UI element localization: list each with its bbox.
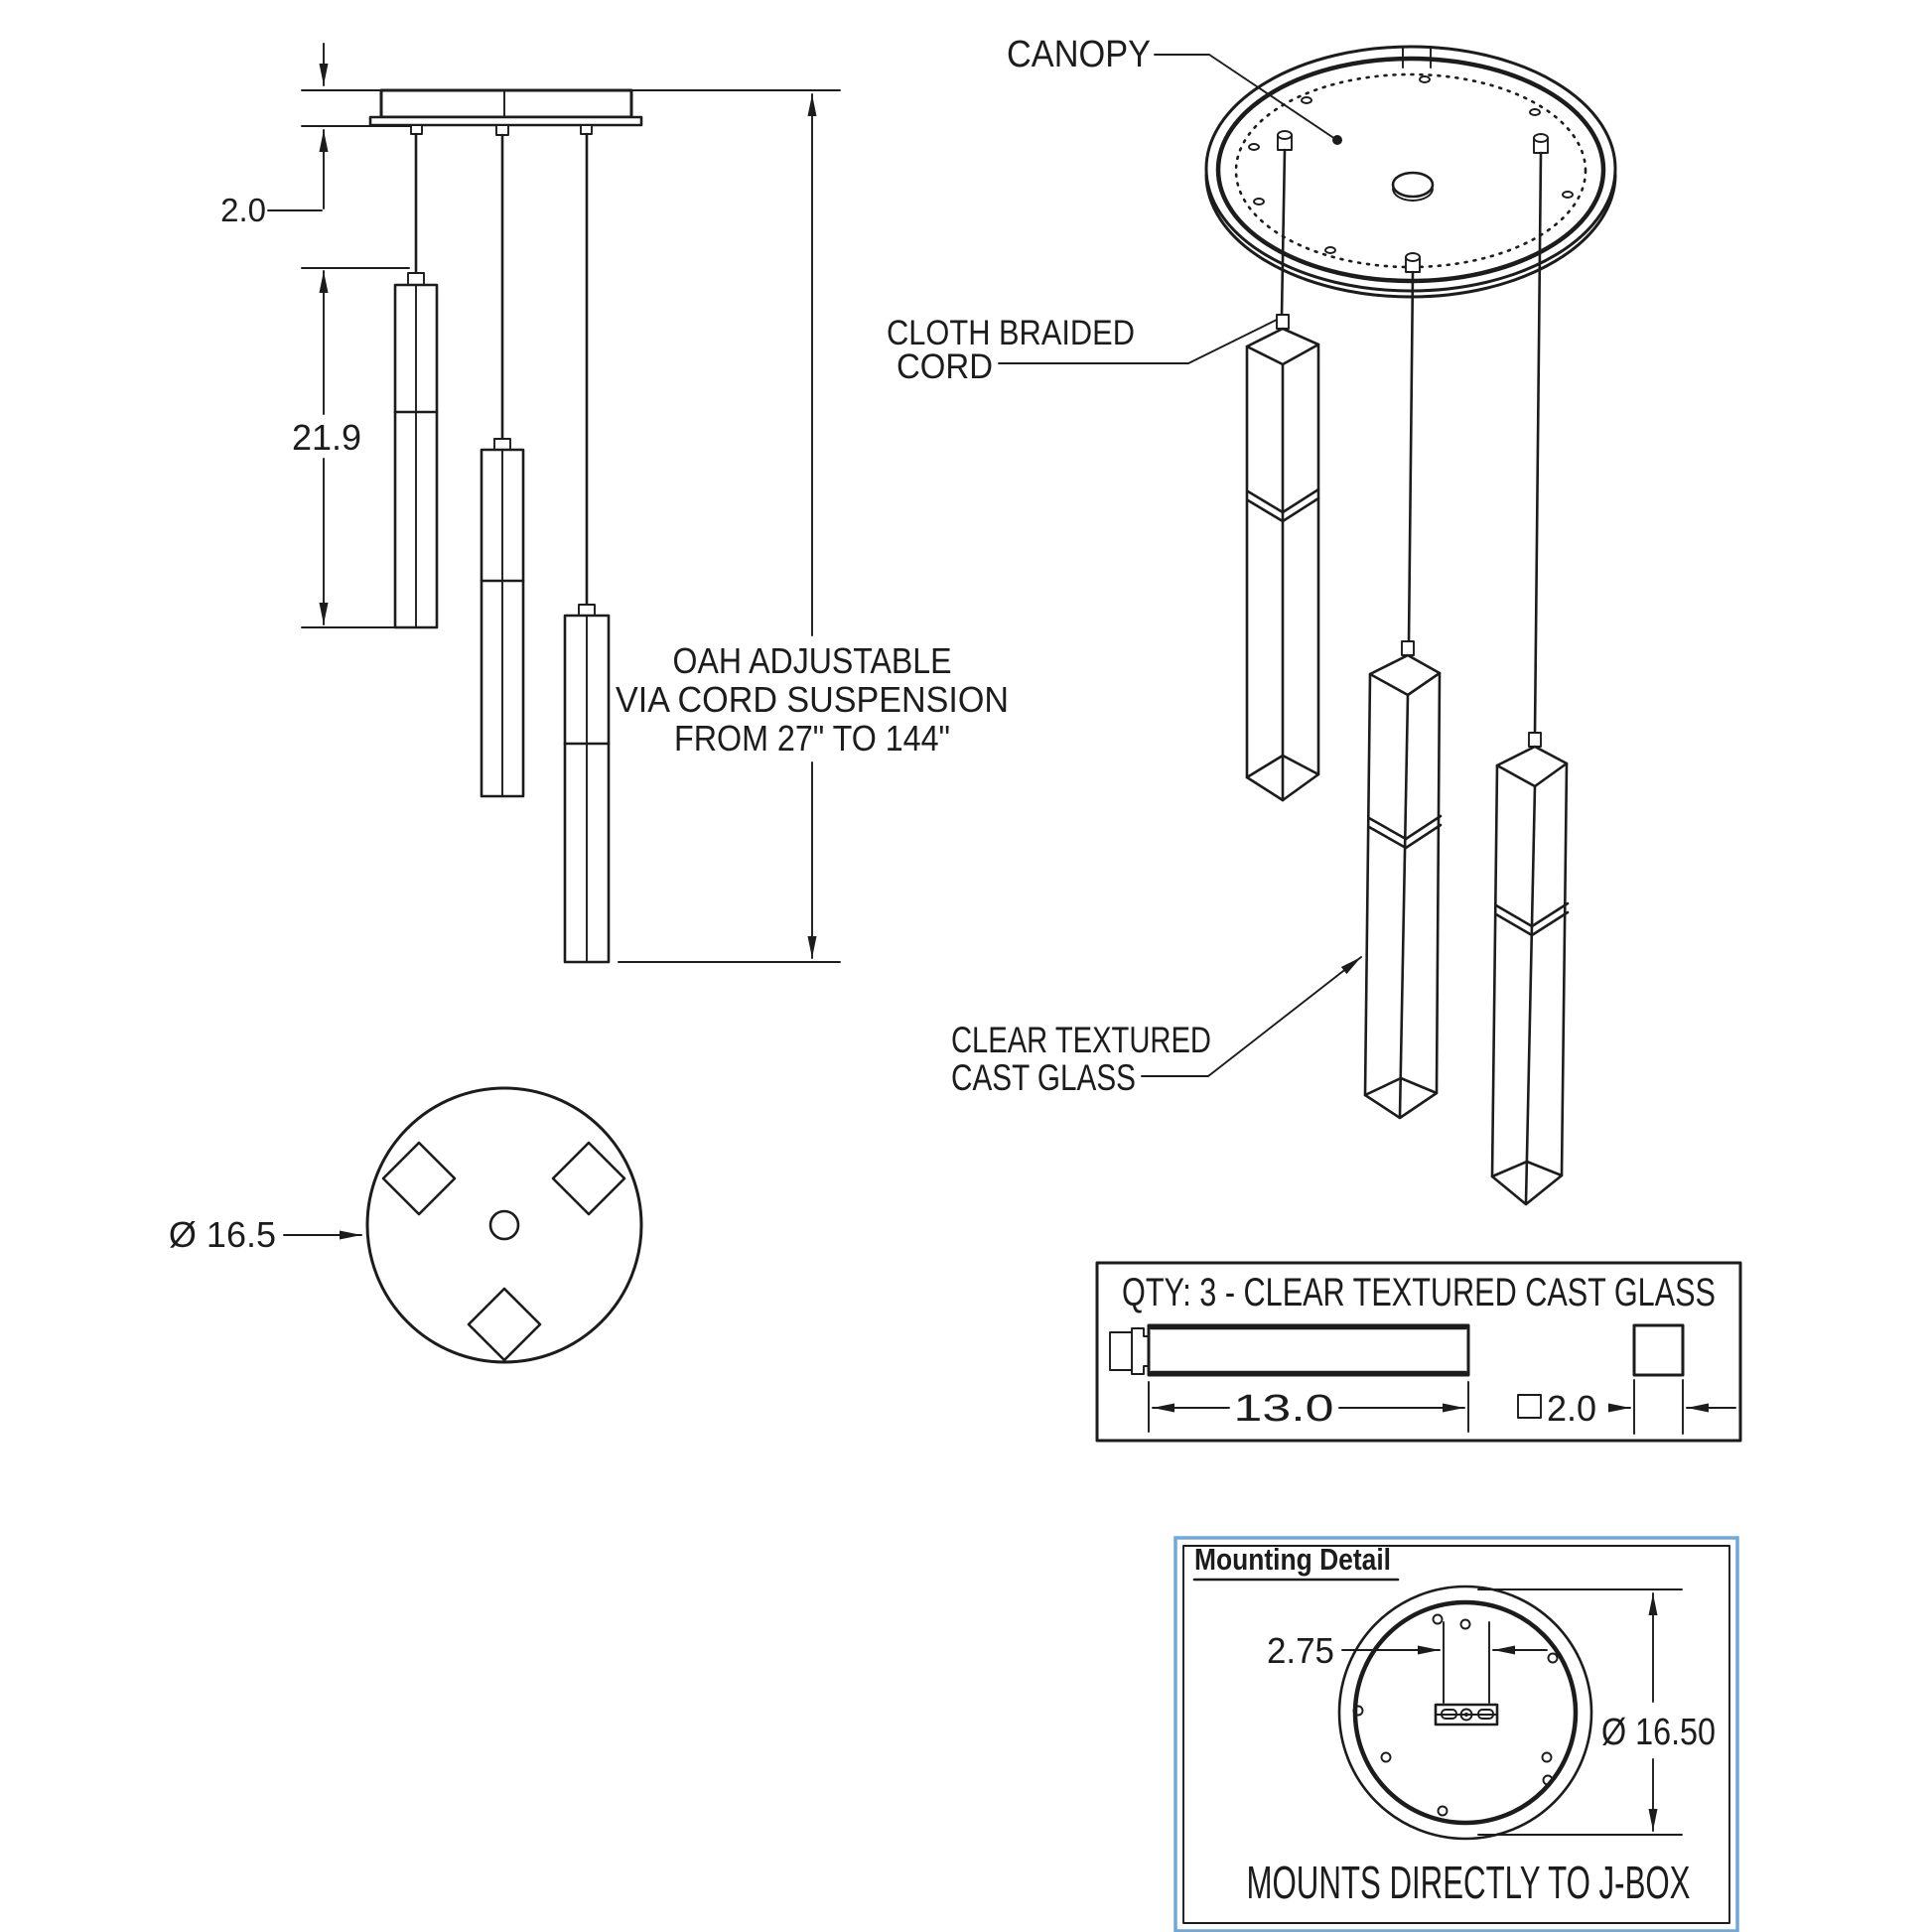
mounting-title: Mounting Detail: [1194, 1542, 1391, 1577]
cord-label-line2: CORD: [897, 347, 993, 386]
dim-bottom-diameter-value: Ø 16.5: [168, 1214, 276, 1255]
canopy-side-view: [370, 90, 641, 135]
dim-canopy-height: [220, 44, 324, 228]
dim-glass-square-value: 2.0: [1547, 1388, 1597, 1429]
glass-spec-box: [1097, 1263, 1740, 1441]
pendant-side-view: [565, 605, 609, 962]
pendant-bottom-square: [383, 1143, 455, 1214]
mounting-bracket: [1436, 1705, 1497, 1725]
dim-mounting-diameter: [1478, 1589, 1716, 1835]
perspective-view: [887, 34, 1615, 1204]
pendant-bottom-square: [469, 1289, 540, 1360]
cord-label-line1: CLOTH BRAIDED: [887, 314, 1135, 352]
mounting-detail-box: [1175, 1538, 1737, 1931]
canopy-label: CANOPY: [1007, 34, 1151, 75]
cord-fitting: [411, 125, 422, 134]
dim-canopy-height-value: 2.0: [220, 192, 266, 228]
cord-fitting: [496, 125, 508, 135]
mounting-note: MOUNTS DIRECTLY TO J-BOX: [1246, 1857, 1691, 1908]
dim-bracket-spacing: [1267, 1622, 1547, 1703]
dim-pendant-height-value: 21.9: [291, 417, 362, 458]
glass-spec-title: QTY: 3 - CLEAR TEXTURED CAST GLASS: [1122, 1271, 1716, 1314]
cord-callout: [887, 314, 1277, 386]
dim-bracket-spacing-value: 2.75: [1267, 1630, 1334, 1671]
glass-callout: [951, 957, 1361, 1098]
glass-label-line1: CLEAR TEXTURED: [951, 1020, 1211, 1060]
dim-bottom-diameter: [169, 1214, 361, 1255]
canopy-bottom-outline: [367, 1088, 641, 1362]
glass-rod-side-view: [1110, 1325, 1468, 1375]
square-symbol: [1518, 1395, 1541, 1418]
pendant-perspective: [1492, 733, 1568, 1204]
pendant-perspective: [1365, 641, 1441, 1118]
glass-label-line2: CAST GLASS: [951, 1057, 1136, 1098]
dim-glass-length: [1149, 1382, 1468, 1432]
oah-note-line2: VIA CORD SUSPENSION: [616, 679, 1009, 720]
pendant-bottom-square: [553, 1143, 624, 1214]
cord-fitting: [581, 125, 592, 134]
bottom-view: [169, 1088, 641, 1362]
pendant-side-view: [395, 273, 437, 627]
dim-oah: [616, 94, 1009, 958]
pendant-perspective: [1247, 315, 1318, 800]
center-hole: [490, 1211, 518, 1239]
oah-note-line3: FROM 27" TO 144": [674, 718, 950, 759]
elevation-extension-lines: [268, 90, 840, 962]
elevation-view: [220, 44, 1009, 962]
leader-dot: [1332, 135, 1342, 145]
dim-pendant-height: [292, 271, 361, 624]
pendant-side-view: [482, 439, 523, 796]
dim-mounting-diameter-value: Ø 16.50: [1601, 1712, 1716, 1753]
glass-rod-end-view: [1518, 1325, 1735, 1434]
dim-glass-length-value: 13.0: [1233, 1388, 1334, 1430]
oah-note-line1: OAH ADJUSTABLE: [672, 640, 952, 681]
canopy-perspective: [1206, 47, 1615, 297]
